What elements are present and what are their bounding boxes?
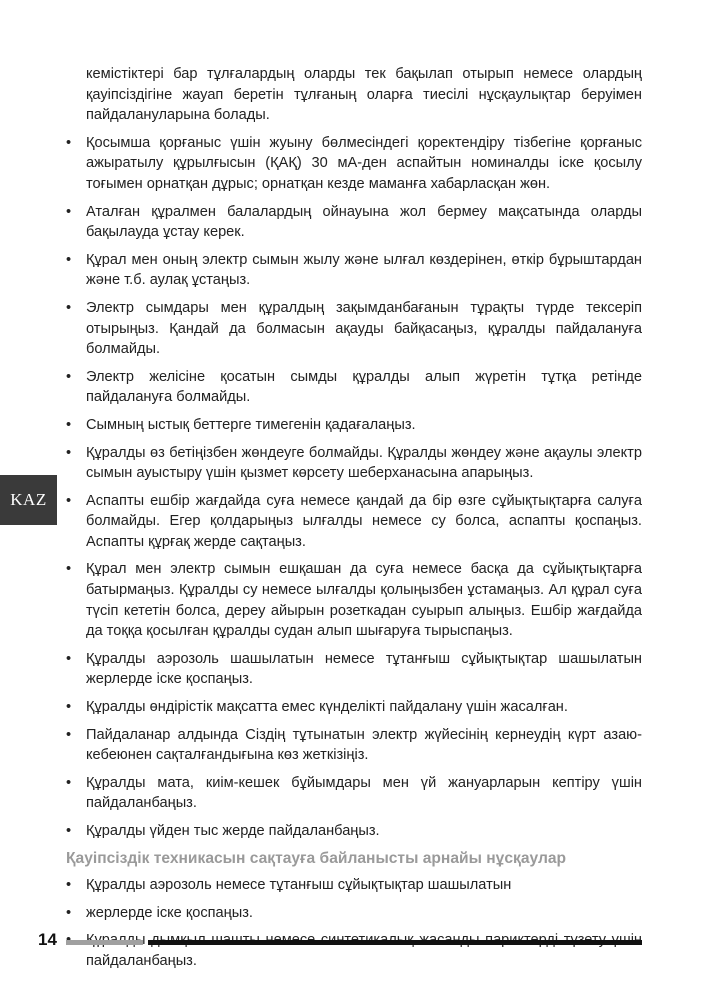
list-item: • Электр сымдары мен құралдың зақымданбағанын тұрақты түрде тексеріп отырыңыз. Қандай да болмасын ақауды байқасаңыз, құралды пайдалануға болмайды.	[66, 298, 642, 360]
list-item: • Құралды өндірістік мақсатта емес күнделікті пайдалану үшін жасалған.	[66, 697, 642, 718]
list-item: • Құралды өз бетіңізбен жөндеуге болмайды. Құралды жөндеу және ақаулы электр сымын ауыстыру үшін қызмет көрсету шеберханасына апарыңыз.	[66, 443, 642, 484]
list-item: • Қосымша қорғаныс үшін жуыну бөлмесіндегі қоректендіру тізбегіне қорғаныс ажыратылу құрылғысын (ҚАҚ) 30 мА-ден аспайтын номиналды іске қосылу тоғымен орнатқан дұрыс; орнатқан кезде маманға хабарласқан жөн.	[66, 133, 642, 195]
section-heading: Қауіпсіздік техникасын сақтауға байланысты арнайы нұсқаулар	[66, 849, 567, 867]
list-item: • Құралды мата, киім-кешек бұйымдары мен үй жануарларын кептіру үшін пайдаланбаңыз.	[66, 773, 642, 814]
list-item: • Аспапты ешбір жағдайда суға немесе қандай да бір өзге сұйықтықтарға салуға болмайды. Егер қолдарыңыз ылғалды немесе су болса, аспапты қоспаңыз. Аспапты құрғақ жерде сақтаңыз.	[66, 491, 642, 553]
section-list-item: • пайдаланбаңыз.	[66, 930, 642, 971]
section-list-item: • Құралды аэрозоль немесе тұтанғыш сұйықтықтар шашылатын	[66, 875, 642, 896]
intro-paragraph: кемістіктері бар тұлғалардың оларды тек бақылап отырып немесе олардың қауіпсіздігіне жауап беретін тұлғаның оларға тиесілі нұсқаулықтар беруімен пайдалануларына болады.	[86, 66, 642, 124]
list-item: • Құралды үйден тыс жерде пайдаланбаңыз.	[66, 821, 642, 842]
list-item: • Құралды аэрозоль шашылатын немесе тұтанғыш сұйықтықтар шашылатын жерлерде іске қоспаңыз.	[66, 649, 642, 690]
list-item: • Сымның ыстық беттерге тимегенін қадағалаңыз.	[66, 415, 642, 436]
list-item: • Құрал мен оның электр сымын жылу және ылғал көздерінен, өткір бұрыштардан және т.б. аулақ ұстаңыз.	[66, 250, 642, 291]
list-item: • Құрал мен электр сымын ешқашан да суға немесе басқа да сұйықтықтарға батырмаңыз. Құралды су немесе ылғалды қолыңызбен ұстамаңыз. Ал құрал суға түсіп кететін болса, дереу айырын розеткадан суырып алыңыз. Ешбір жағдайда да тоққа қосылған құралды судан алып шығаруға тырыспаңыз.	[66, 559, 642, 641]
section-list-item: • жерлерде іске қоспаңыз.	[66, 903, 642, 924]
footer-rule-black	[148, 940, 642, 945]
list-item: • Пайдаланар алдында Сіздің тұтынатын электр жүйесінің кернеудің күрт азаю-кебеюнен сақталғандығына көз жеткізіңіз.	[66, 725, 642, 766]
page-content	[66, 64, 642, 979]
list-item: • Аталған құралмен балалардың ойнауына жол бермеу мақсатында оларды бақылауда ұстау керек.	[66, 202, 642, 243]
language-tab: KAZ	[0, 475, 57, 525]
footer-rule-grey	[66, 940, 143, 945]
page-number: 14	[38, 930, 57, 949]
list-item: • Электр желісіне қосатын сымды құралды алып жүретін тұтқа ретінде пайдалануға болмайды.	[66, 367, 642, 408]
